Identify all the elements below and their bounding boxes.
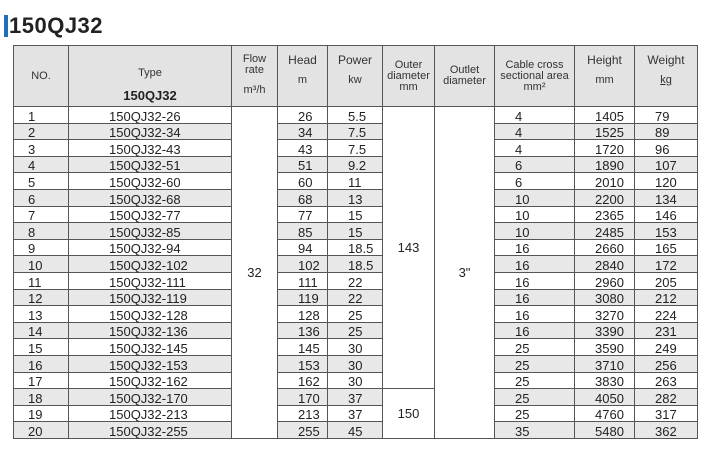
cell-weight: 107 (635, 156, 698, 173)
cell-power: 18.5 (328, 239, 383, 256)
cell-no: 12 (14, 289, 69, 306)
cell-cable-area: 10 (495, 206, 575, 223)
cell-cable-area: 25 (495, 405, 575, 422)
cell-no: 7 (14, 206, 69, 223)
cell-type: 150QJ32-51 (69, 156, 232, 173)
cell-weight: 231 (635, 322, 698, 339)
table-row (14, 189, 698, 206)
cell-height: 3390 (575, 322, 635, 339)
cell-power: 30 (328, 355, 383, 372)
cell-head: 26 (278, 107, 328, 124)
cell-height: 2960 (575, 272, 635, 289)
cell-cable-area: 6 (495, 156, 575, 173)
header-flow-rate: Flow rate m³/h (232, 46, 278, 107)
header-type: Type 150QJ32 (69, 46, 232, 107)
cell-head: 34 (278, 123, 328, 140)
cell-cable-area: 6 (495, 173, 575, 190)
cell-height: 1890 (575, 156, 635, 173)
cell-weight: 79 (635, 107, 698, 124)
cell-power: 11 (328, 173, 383, 190)
cell-cable-area: 16 (495, 322, 575, 339)
cell-no: 13 (14, 306, 69, 323)
header-power: Power kw (328, 46, 383, 107)
table-row (14, 256, 698, 273)
cell-height: 3830 (575, 372, 635, 389)
cell-height: 1720 (575, 140, 635, 157)
cell-height: 1525 (575, 123, 635, 140)
cell-no: 1 (14, 107, 69, 124)
cell-type: 150QJ32-94 (69, 239, 232, 256)
cell-no: 19 (14, 405, 69, 422)
cell-cable-area: 16 (495, 306, 575, 323)
cell-power: 7.5 (328, 123, 383, 140)
table-row (14, 339, 698, 356)
cell-weight: 165 (635, 239, 698, 256)
cell-weight: 317 (635, 405, 698, 422)
cell-head: 94 (278, 239, 328, 256)
cell-no: 20 (14, 422, 69, 439)
spec-table (13, 45, 698, 439)
table-row (14, 405, 698, 422)
cell-head: 85 (278, 223, 328, 240)
cell-no: 17 (14, 372, 69, 389)
cell-power: 45 (328, 422, 383, 439)
cell-height: 5480 (575, 422, 635, 439)
cell-weight: 120 (635, 173, 698, 190)
cell-weight: 256 (635, 355, 698, 372)
cell-type: 150QJ32-145 (69, 339, 232, 356)
cell-type: 150QJ32-26 (69, 107, 232, 124)
header-weight: Weight kg (635, 46, 698, 107)
cell-height: 4760 (575, 405, 635, 422)
table-row (14, 156, 698, 173)
cell-power: 15 (328, 223, 383, 240)
cell-power: 25 (328, 322, 383, 339)
table-row (14, 322, 698, 339)
header-outlet-diameter: Outlet diameter (435, 46, 495, 107)
cell-weight: 153 (635, 223, 698, 240)
cell-cable-area: 25 (495, 372, 575, 389)
cell-head: 162 (278, 372, 328, 389)
cell-type: 150QJ32-119 (69, 289, 232, 306)
cell-cable-area: 10 (495, 189, 575, 206)
cell-power: 30 (328, 339, 383, 356)
cell-head: 128 (278, 306, 328, 323)
header-no: NO. (14, 46, 69, 107)
cell-weight: 249 (635, 339, 698, 356)
cell-weight: 263 (635, 372, 698, 389)
title-text: 150QJ32 (9, 13, 104, 38)
cell-head: 51 (278, 156, 328, 173)
cell-power: 25 (328, 306, 383, 323)
cell-type: 150QJ32-60 (69, 173, 232, 190)
cell-height: 1405 (575, 107, 635, 124)
cell-height: 3590 (575, 339, 635, 356)
cell-no: 18 (14, 389, 69, 406)
cell-height: 3270 (575, 306, 635, 323)
cell-weight: 146 (635, 206, 698, 223)
cell-type: 150QJ32-128 (69, 306, 232, 323)
cell-type: 150QJ32-255 (69, 422, 232, 439)
cell-weight: 134 (635, 189, 698, 206)
cell-head: 213 (278, 405, 328, 422)
cell-weight: 212 (635, 289, 698, 306)
cell-power: 9.2 (328, 156, 383, 173)
table-row (14, 140, 698, 157)
cell-cable-area: 4 (495, 107, 575, 124)
table-row (14, 372, 698, 389)
cell-no: 14 (14, 322, 69, 339)
cell-power: 30 (328, 372, 383, 389)
cell-no: 10 (14, 256, 69, 273)
cell-no: 11 (14, 272, 69, 289)
cell-head: 153 (278, 355, 328, 372)
cell-head: 77 (278, 206, 328, 223)
cell-power: 37 (328, 405, 383, 422)
table-row (14, 206, 698, 223)
cell-no: 2 (14, 123, 69, 140)
cell-type: 150QJ32-68 (69, 189, 232, 206)
header-outer-diameter: Outer diameter mm (383, 46, 435, 107)
header-height: Height mm (575, 46, 635, 107)
cell-weight: 89 (635, 123, 698, 140)
cell-height: 4050 (575, 389, 635, 406)
cell-power: 7.5 (328, 140, 383, 157)
cell-flow-rate: 32 (232, 107, 278, 439)
table-row (14, 173, 698, 190)
cell-no: 15 (14, 339, 69, 356)
header-cable-area: Cable cross sectional area mm² (495, 46, 575, 107)
cell-height: 3710 (575, 355, 635, 372)
cell-head: 145 (278, 339, 328, 356)
cell-power: 18.5 (328, 256, 383, 273)
cell-head: 119 (278, 289, 328, 306)
table-row (14, 306, 698, 323)
page-title (4, 11, 103, 41)
cell-cable-area: 25 (495, 355, 575, 372)
header-head: Head m (278, 46, 328, 107)
table-row (14, 123, 698, 140)
cell-cable-area: 4 (495, 123, 575, 140)
cell-type: 150QJ32-213 (69, 405, 232, 422)
cell-height: 2485 (575, 223, 635, 240)
cell-outer-diameter: 150 (383, 389, 435, 439)
cell-height: 2200 (575, 189, 635, 206)
cell-cable-area: 10 (495, 223, 575, 240)
cell-power: 22 (328, 289, 383, 306)
cell-power: 15 (328, 206, 383, 223)
table-row (14, 389, 698, 406)
cell-cable-area: 16 (495, 256, 575, 273)
cell-cable-area: 16 (495, 272, 575, 289)
title-accent-bar (4, 15, 8, 37)
cell-weight: 205 (635, 272, 698, 289)
cell-no: 5 (14, 173, 69, 190)
table-row (14, 355, 698, 372)
header-row (14, 46, 698, 107)
cell-no: 4 (14, 156, 69, 173)
cell-type: 150QJ32-43 (69, 140, 232, 157)
table-row (14, 223, 698, 240)
header-type-sub: 150QJ32 (123, 88, 177, 103)
cell-type: 150QJ32-162 (69, 372, 232, 389)
table-row (14, 289, 698, 306)
table-row (14, 239, 698, 256)
cell-power: 22 (328, 272, 383, 289)
cell-height: 3080 (575, 289, 635, 306)
cell-cable-area: 25 (495, 339, 575, 356)
cell-power: 37 (328, 389, 383, 406)
cell-height: 2365 (575, 206, 635, 223)
cell-weight: 172 (635, 256, 698, 273)
cell-head: 68 (278, 189, 328, 206)
cell-power: 13 (328, 189, 383, 206)
cell-head: 60 (278, 173, 328, 190)
cell-no: 3 (14, 140, 69, 157)
cell-height: 2010 (575, 173, 635, 190)
cell-outlet-diameter: 3" (435, 107, 495, 439)
table-row (14, 272, 698, 289)
cell-power: 5.5 (328, 107, 383, 124)
cell-no: 9 (14, 239, 69, 256)
cell-height: 2840 (575, 256, 635, 273)
cell-type: 150QJ32-170 (69, 389, 232, 406)
cell-no: 8 (14, 223, 69, 240)
cell-cable-area: 25 (495, 389, 575, 406)
cell-type: 150QJ32-102 (69, 256, 232, 273)
table-row (14, 422, 698, 439)
cell-cable-area: 16 (495, 239, 575, 256)
cell-weight: 362 (635, 422, 698, 439)
cell-type: 150QJ32-153 (69, 355, 232, 372)
cell-no: 16 (14, 355, 69, 372)
cell-type: 150QJ32-85 (69, 223, 232, 240)
cell-weight: 224 (635, 306, 698, 323)
cell-outer-diameter: 143 (383, 107, 435, 389)
cell-type: 150QJ32-111 (69, 272, 232, 289)
cell-cable-area: 35 (495, 422, 575, 439)
cell-weight: 96 (635, 140, 698, 157)
cell-head: 111 (278, 272, 328, 289)
cell-weight: 282 (635, 389, 698, 406)
cell-height: 2660 (575, 239, 635, 256)
cell-type: 150QJ32-136 (69, 322, 232, 339)
cell-head: 255 (278, 422, 328, 439)
cell-type: 150QJ32-34 (69, 123, 232, 140)
cell-head: 170 (278, 389, 328, 406)
table-row (14, 107, 698, 124)
cell-no: 6 (14, 189, 69, 206)
cell-type: 150QJ32-77 (69, 206, 232, 223)
cell-cable-area: 4 (495, 140, 575, 157)
cell-cable-area: 16 (495, 289, 575, 306)
cell-head: 102 (278, 256, 328, 273)
cell-head: 136 (278, 322, 328, 339)
cell-head: 43 (278, 140, 328, 157)
